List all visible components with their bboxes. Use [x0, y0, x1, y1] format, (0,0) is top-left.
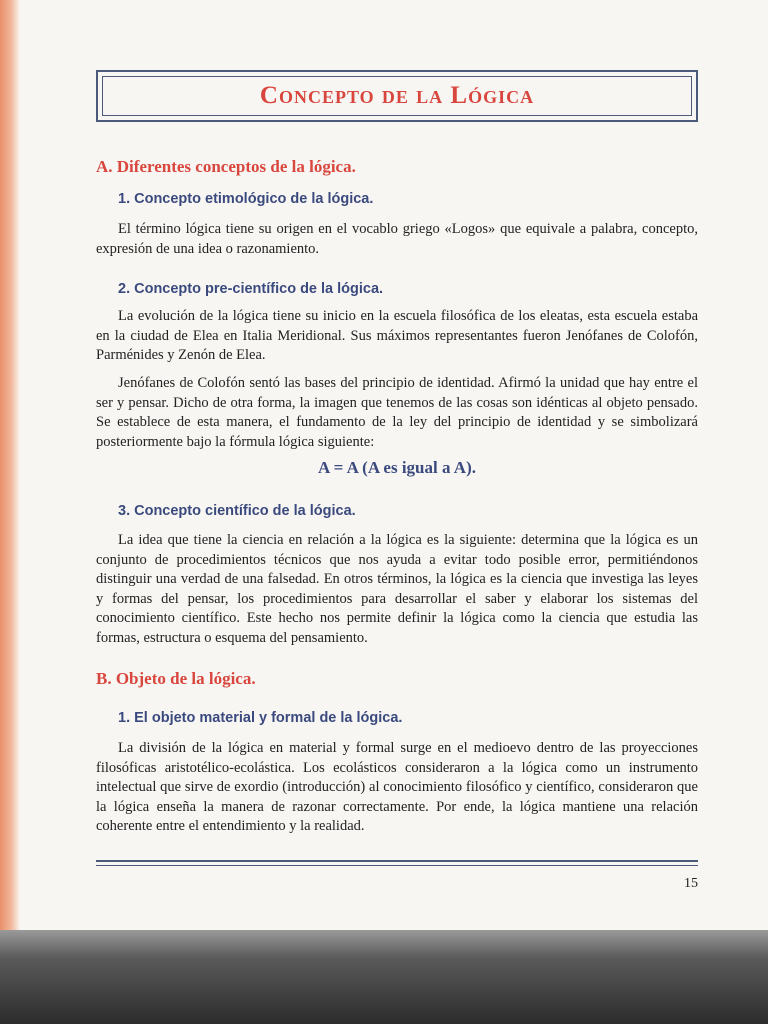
identity-formula: A = A (A es igual a A). — [318, 458, 476, 477]
subsection-b1-paragraph: La división de la lógica en material y formal surge en el medioevo dentro de las proyecciones filosóficas aristotélico-ecolástica. Los ecolásticos consideraron a la lógica como un instrumento intelectual que sirve de exordio (introducción) al conocimiento filosófico y científico, consideraron que la lógica enseña la manera de razonar correctamente. Por ende, la lógica mantiene una relación coherente entre el entendimiento y la realidad. — [96, 740, 698, 834]
page-edge — [0, 0, 20, 930]
subsection-b1-heading: 1. El objeto material y formal de la lógica. — [118, 710, 403, 726]
page-number: 15 — [684, 876, 698, 891]
title-inner-frame — [102, 76, 692, 116]
subsection-a3-paragraph: La idea que tiene la ciencia en relación a la lógica es la siguiente: determina que la lógica es un conjunto de procedimientos técnicos que nos ayuda a evitar todo posible error, permitiéndonos distinguir una verdad de una falsedad. En otros términos, la lógica es la ciencia que investiga las leyes y formas del pensar, los procedimientos para desarrollar el saber y elaborar los sistemas del conocimiento científico. Este hecho nos permite definir la lógica como la ciencia que estudia las formas, estructura o esquema del pensamiento. — [96, 532, 698, 646]
section-a-heading: A. Diferentes conceptos de la lógica. — [96, 157, 356, 176]
footer-rule — [96, 860, 698, 862]
subsection-a2-paragraph-2: Jenófanes de Colofón sentó las bases del principio de identidad. Afirmó la unidad que hay entre el ser y pensar. Dicho de otra forma, la imagen que tenemos de las cosas son idénticas al objeto pensado. Se establece de esta manera, el fundamento de la ley del principio de identidad y se simbolizará posteriormente bajo la fórmula lógica siguiente: — [96, 375, 698, 450]
subsection-a2-paragraph-1: La evolución de la lógica tiene su inicio en la escuela filosófica de los eleatas, esta escuela estaba en la ciudad de Elea en Italia Meridional. Sus máximos representantes fueron Jenófanes de Colofón, Parménides y Zenón de Elea. — [96, 308, 698, 363]
subsection-a1-heading: 1. Concepto etimológico de la lógica. — [118, 191, 374, 207]
page-title: Concepto de la Lógica — [259, 82, 535, 109]
section-b-heading: B. Objeto de la lógica. — [96, 669, 256, 688]
subsection-a2-heading: 2. Concepto pre-científico de la lógica. — [118, 281, 384, 297]
scan-background — [0, 930, 768, 1024]
footer-rule-thin — [96, 865, 698, 866]
subsection-a3-heading: 3. Concepto científico de la lógica. — [118, 503, 356, 519]
title-frame — [96, 70, 698, 122]
subsection-a1-paragraph: El término lógica tiene su origen en el vocablo griego «Logos» que equivale a palabra, concepto, expresión de una idea o razonamiento. — [96, 221, 698, 257]
